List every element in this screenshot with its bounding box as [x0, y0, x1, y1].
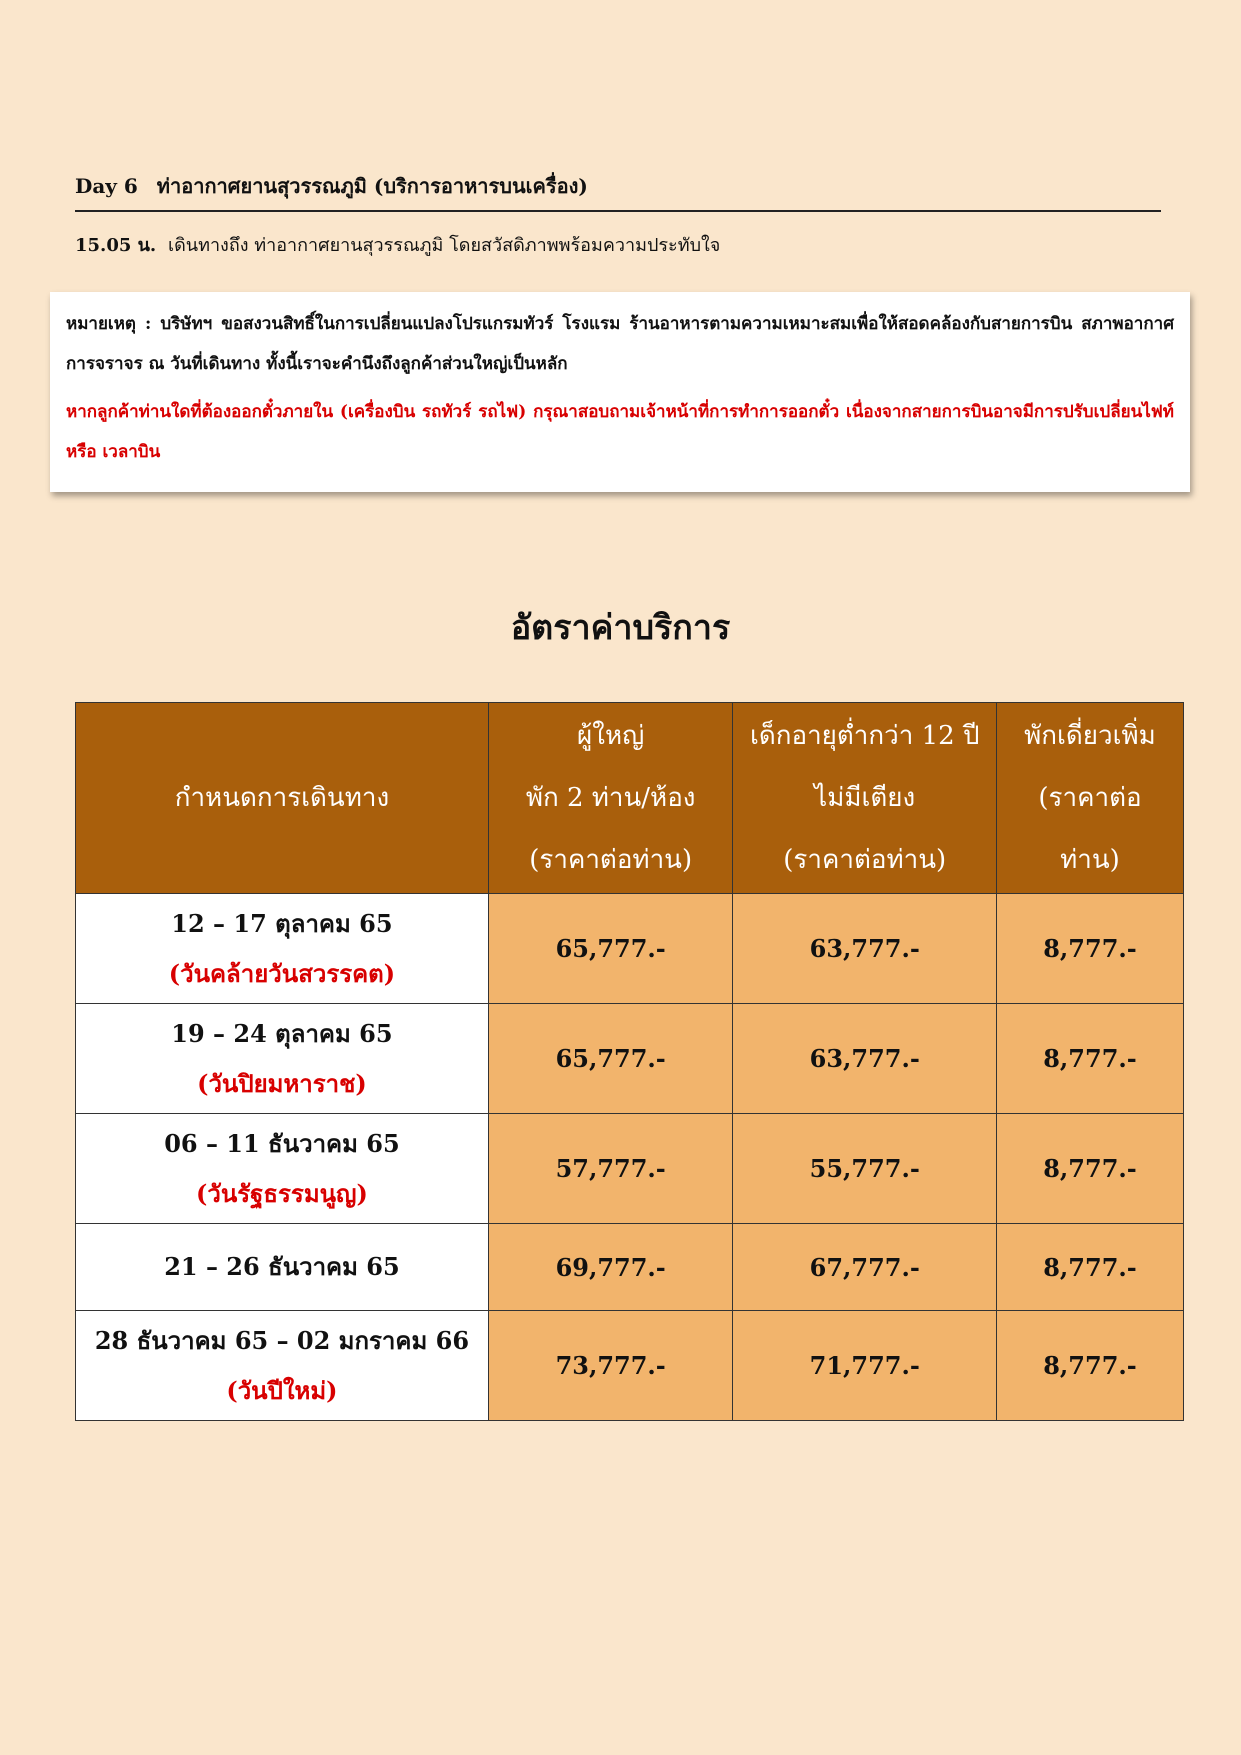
price-table [75, 702, 1184, 1421]
child-price: 67,777.- [733, 1224, 996, 1311]
single-supplement-price: 8,777.- [996, 1224, 1183, 1311]
child-price: 63,777.- [733, 1004, 996, 1114]
holiday-label: (วันปิยมหาราช) [197, 1068, 367, 1098]
child-price: 71,777.- [733, 1311, 996, 1421]
child-price: 55,777.- [733, 1114, 996, 1224]
single-supplement-price: 8,777.- [996, 1114, 1183, 1224]
price-title: อัตราค่าบริการ [510, 608, 731, 648]
date-cell [76, 1004, 489, 1114]
itinerary-time: 15.05 น. [75, 235, 157, 256]
header-date [76, 703, 489, 894]
header-child-line-3: (ราคาต่อท่าน) [783, 845, 947, 875]
travel-date: 19 – 24 ตุลาคม 65 [171, 1018, 393, 1048]
child-price: 63,777.- [733, 894, 996, 1004]
day-header [75, 170, 1161, 212]
note-box [50, 292, 1190, 492]
price-table-header-row [76, 703, 1184, 894]
header-adult [488, 703, 733, 894]
travel-date: 21 – 26 ธันวาคม 65 [164, 1252, 400, 1281]
single-supplement-price: 8,777.- [996, 1311, 1183, 1421]
date-cell [76, 1224, 489, 1311]
adult-price: 73,777.- [488, 1311, 733, 1421]
header-single [996, 703, 1183, 894]
table-row [76, 894, 1184, 1004]
date-cell [76, 1311, 489, 1421]
holiday-label: (วันคล้ายวันสวรรคต) [168, 958, 396, 988]
single-supplement-price: 8,777.- [996, 894, 1183, 1004]
header-single-line-2: (ราคาต่อ [1038, 783, 1142, 813]
single-supplement-price: 8,777.- [996, 1004, 1183, 1114]
adult-price: 69,777.- [488, 1224, 733, 1311]
header-child-line-1: เด็กอายุต่ำกว่า 12 ปี [749, 721, 980, 751]
day-label: Day 6 [75, 174, 138, 198]
header-adult-line-1: ผู้ใหญ่ [577, 721, 645, 751]
header-adult-line-2: พัก 2 ท่าน/ห้อง [525, 783, 696, 813]
itinerary-text: เดินทางถึง ท่าอากาศยานสุวรรณภูมิ โดยสวัสดิภาพพร้อมความประทับใจ [167, 235, 721, 256]
date-cell [76, 894, 489, 1004]
day-title: ท่าอากาศยานสุวรรณภูมิ (บริการอาหารบนเครื่อง) [156, 174, 588, 198]
table-row [76, 1224, 1184, 1311]
table-row [76, 1311, 1184, 1421]
date-cell [76, 1114, 489, 1224]
note-main-text: หมายเหตุ : บริษัทฯ ขอสงวนสิทธิ์ในการเปลี่ยนแปลงโปรแกรมทัวร์ โรงแรม ร้านอาหารตามความเหมาะสมเพื่อให้สอดคล้องกับสายการบิน สภาพอากาศ การจราจร ณ วันที่เดินทาง ทั้งนี้เราจะคำนึงถึงลูกค้าส่วนใหญ่เป็นหลัก [66, 314, 1174, 374]
adult-price: 57,777.- [488, 1114, 733, 1224]
header-date-label: กำหนดการเดินทาง [174, 783, 390, 813]
itinerary-item [75, 230, 720, 259]
table-row [76, 1114, 1184, 1224]
note-warning-text: หากลูกค้าท่านใดที่ต้องออกตั๋วภายใน (เครื่องบิน รถทัวร์ รถไฟ) กรุณาสอบถามเจ้าหน้าที่การทำการออกตั๋ว เนื่องจากสายการบินอาจมีการปรับเปลี่ยนไฟท์ หรือ เวลาบิน [66, 402, 1174, 462]
header-adult-line-3: (ราคาต่อท่าน) [529, 845, 693, 875]
travel-date: 06 – 11 ธันวาคม 65 [164, 1128, 400, 1158]
adult-price: 65,777.- [488, 894, 733, 1004]
holiday-label: (วันปีใหม่) [226, 1375, 338, 1405]
header-child-line-2: ไม่มีเตียง [814, 783, 916, 813]
header-single-line-1: พักเดี่ยวเพิ่ม [1024, 721, 1156, 751]
header-single-line-3: ท่าน) [1060, 845, 1120, 875]
holiday-label: (วันรัฐธรรมนูญ) [196, 1178, 368, 1208]
travel-date: 28 ธันวาคม 65 – 02 มกราคม 66 [94, 1325, 470, 1355]
table-row [76, 1004, 1184, 1114]
header-child [733, 703, 996, 894]
travel-date: 12 – 17 ตุลาคม 65 [171, 908, 393, 938]
adult-price: 65,777.- [488, 1004, 733, 1114]
